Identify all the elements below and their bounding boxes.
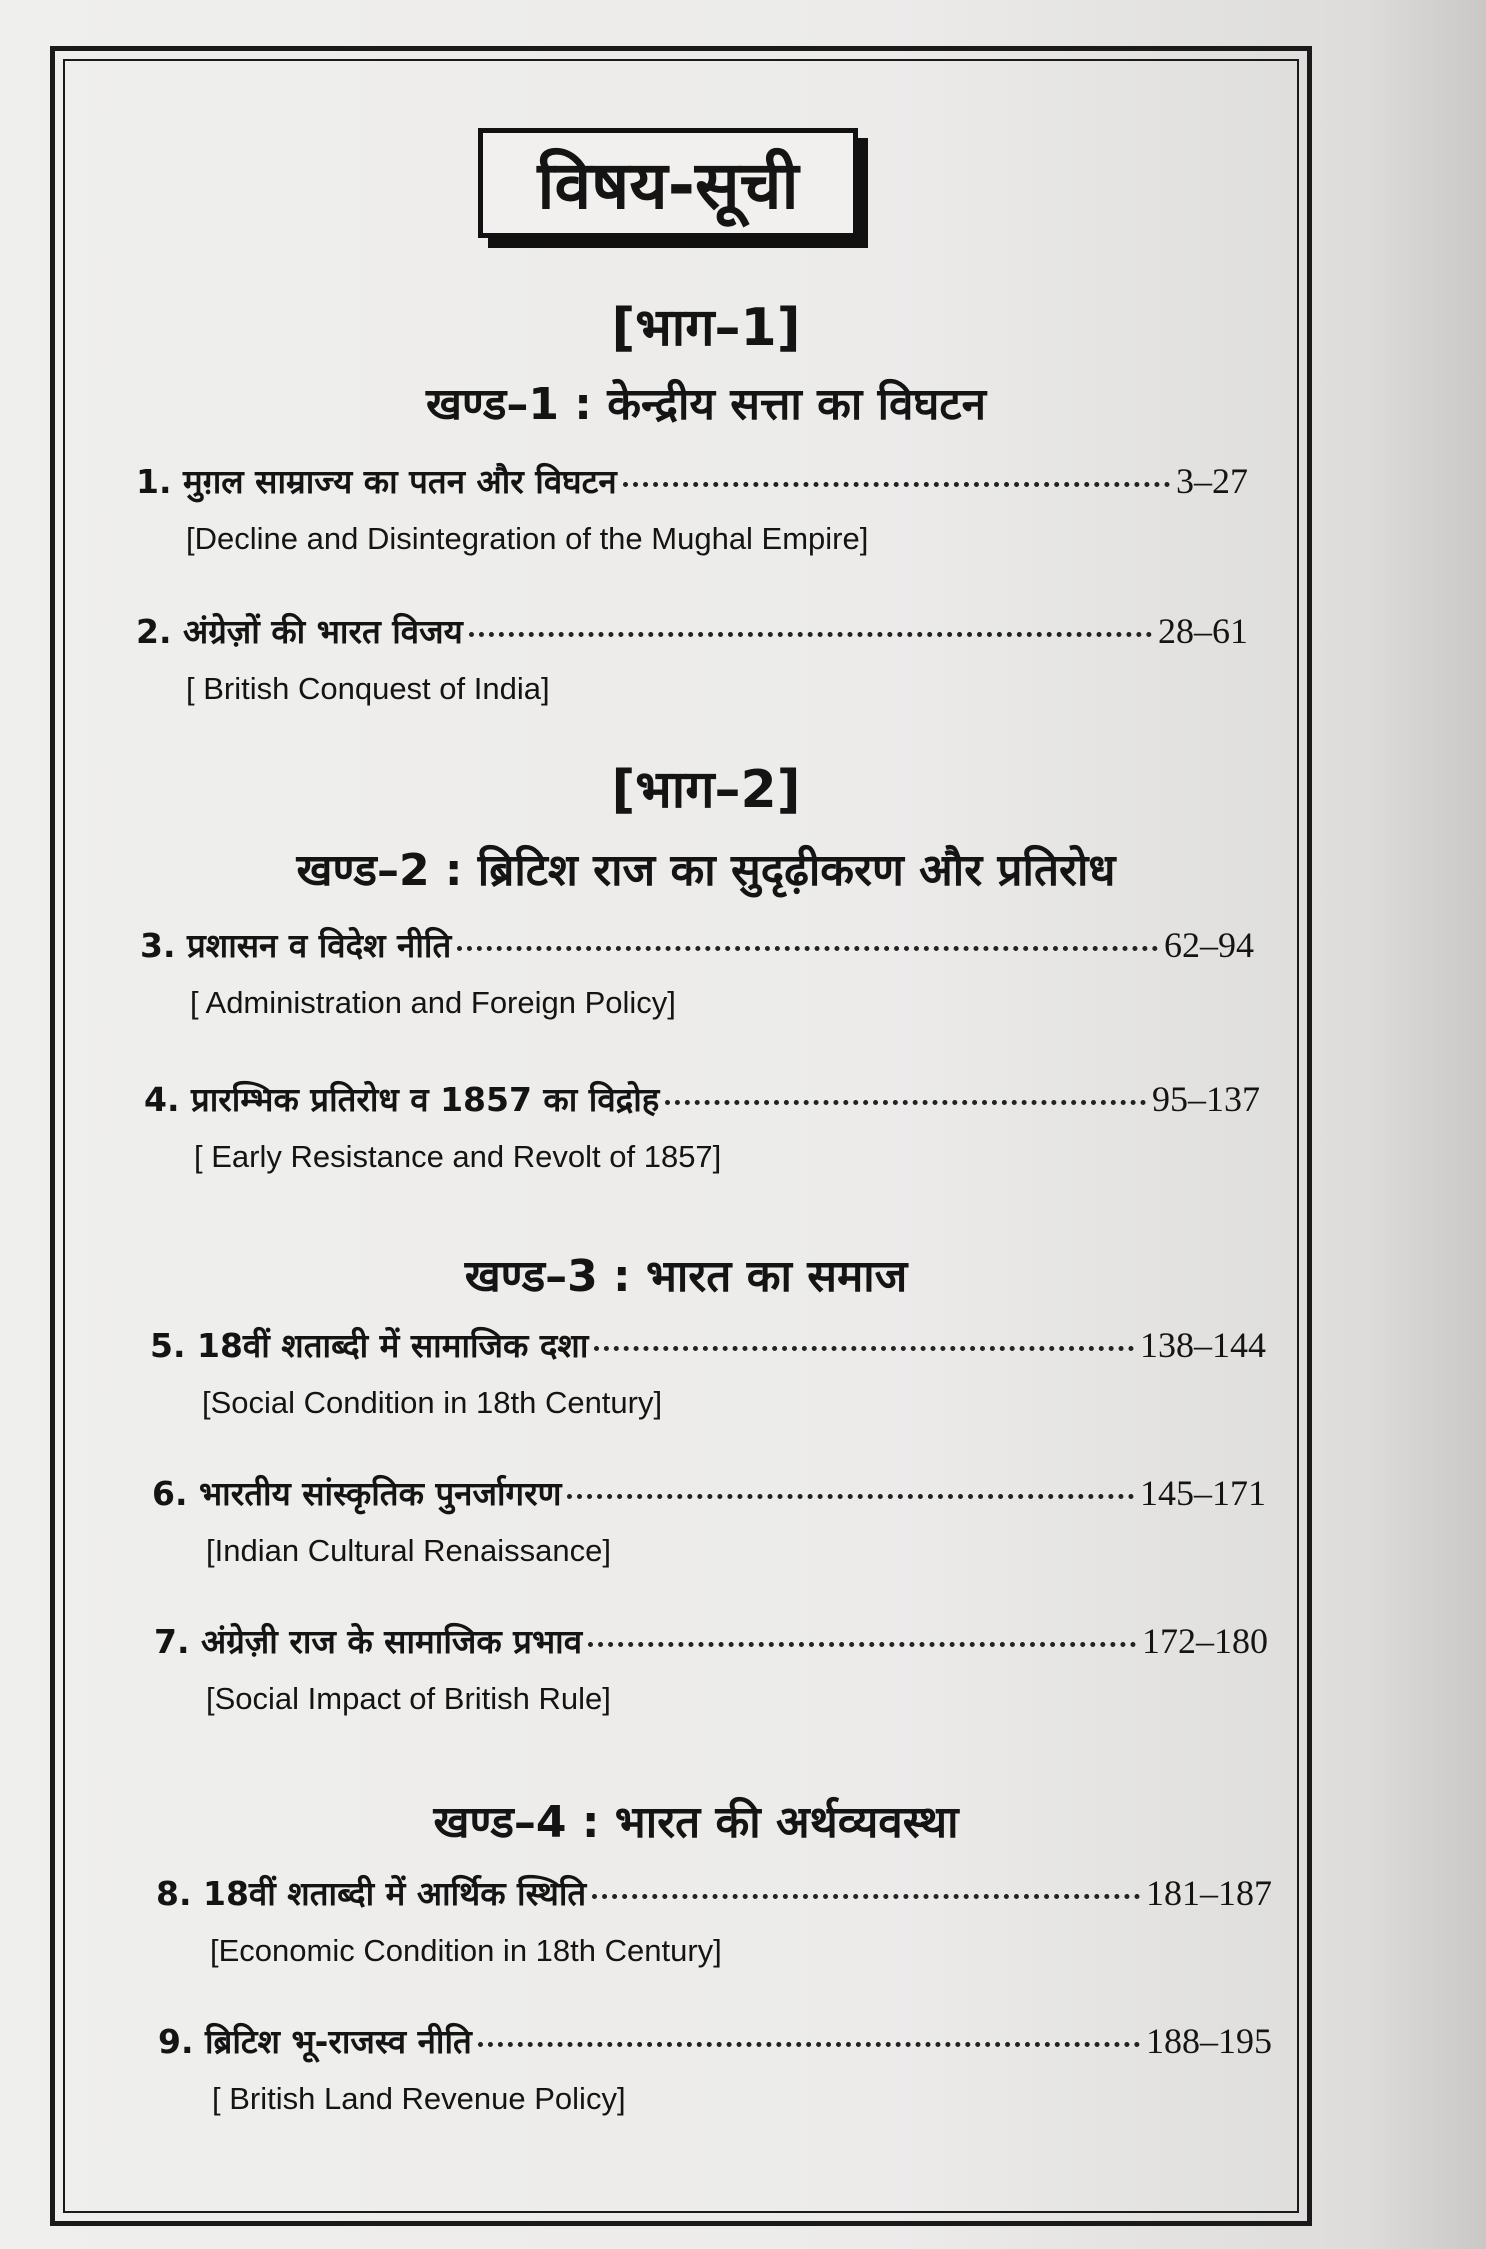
toc-entry-3[interactable] [140, 922, 1254, 1042]
dot-leader [478, 2042, 1140, 2047]
dot-leader [588, 1642, 1136, 1647]
toc-entry-8[interactable] [156, 1870, 1272, 1990]
toc-entry-4[interactable] [144, 1076, 1260, 1196]
toc-entry-5[interactable] [150, 1322, 1266, 1442]
toc-entry-subtitle: [Indian Cultural Renaissance] [206, 1533, 611, 1568]
toc-entry-9[interactable] [158, 2018, 1272, 2138]
toc-entry-subtitle: [Decline and Disintegration of the Mughal Empire] [186, 521, 869, 556]
toc-entry-title: 2. अंग्रेज़ों की भारत विजय [136, 612, 463, 651]
toc-entry-6[interactable] [152, 1470, 1266, 1590]
dot-leader [469, 632, 1152, 637]
dot-leader [623, 482, 1170, 487]
toc-entry-title: 8. 18वीं शताब्दी में आर्थिक स्थिति [156, 1874, 587, 1913]
toc-entry-title: 1. मुग़ल साम्राज्य का पतन और विघटन [136, 462, 617, 501]
toc-entry-subtitle: [ British Land Revenue Policy] [212, 2081, 626, 2116]
page-title: विषय-सूची [478, 128, 858, 238]
toc-entry-title: 9. ब्रिटिश भू-राजस्व नीति [158, 2022, 472, 2061]
toc-entry-pages: 172–180 [1142, 1621, 1268, 1661]
toc-entry-pages: 3–27 [1176, 461, 1248, 501]
toc-entry-title: 5. 18वीं शताब्दी में सामाजिक दशा [150, 1326, 589, 1365]
toc-entry-title: 3. प्रशासन व विदेश नीति [140, 926, 452, 965]
toc-entry-subtitle: [Social Condition in 18th Century] [202, 1385, 663, 1420]
toc-entry-pages: 181–187 [1146, 1873, 1272, 1913]
section-1-heading: खण्ड–1 : केन्द्रीय सत्ता का विघटन [425, 379, 987, 430]
part-2-label: [भाग–2] [611, 760, 801, 820]
toc-entry-pages: 138–144 [1140, 1325, 1266, 1365]
part-1-label: [भाग–1] [611, 298, 801, 358]
toc-entry-subtitle: [ Early Resistance and Revolt of 1857] [194, 1139, 722, 1174]
dot-leader [457, 946, 1158, 951]
toc-entry-pages: 95–137 [1152, 1079, 1260, 1119]
dot-leader [594, 1346, 1134, 1351]
toc-entry-2[interactable] [136, 608, 1248, 728]
toc-entry-subtitle: [ Administration and Foreign Policy] [190, 985, 676, 1020]
dot-leader [567, 1494, 1134, 1499]
toc-entry-pages: 62–94 [1164, 925, 1254, 965]
section-2-heading: खण्ड–2 : ब्रिटिश राज का सुदृढ़ीकरण और प्रतिरोध [296, 845, 1116, 896]
toc-entry-pages: 28–61 [1158, 611, 1248, 651]
section-3-heading: खण्ड–3 : भारत का समाज [464, 1251, 908, 1302]
toc-entry-pages: 188–195 [1146, 2021, 1272, 2061]
toc-entry-subtitle: [Social Impact of British Rule] [206, 1681, 611, 1716]
toc-entry-7[interactable] [154, 1618, 1268, 1738]
toc-entry-subtitle: [ British Conquest of India] [186, 671, 550, 706]
toc-entry-title: 4. प्रारम्भिक प्रतिरोध व 1857 का विद्रोह [144, 1080, 660, 1119]
toc-entry-title: 7. अंग्रेज़ी राज के सामाजिक प्रभाव [154, 1622, 583, 1661]
toc-entry-title: 6. भारतीय सांस्कृतिक पुनर्जागरण [152, 1474, 562, 1513]
dot-leader [665, 1100, 1146, 1105]
toc-entry-1[interactable] [136, 458, 1248, 578]
toc-entry-pages: 145–171 [1140, 1473, 1266, 1513]
section-4-heading: खण्ड–4 : भारत की अर्थव्यवस्था [433, 1797, 959, 1848]
toc-entry-subtitle: [Economic Condition in 18th Century] [210, 1933, 722, 1968]
dot-leader [592, 1894, 1140, 1899]
